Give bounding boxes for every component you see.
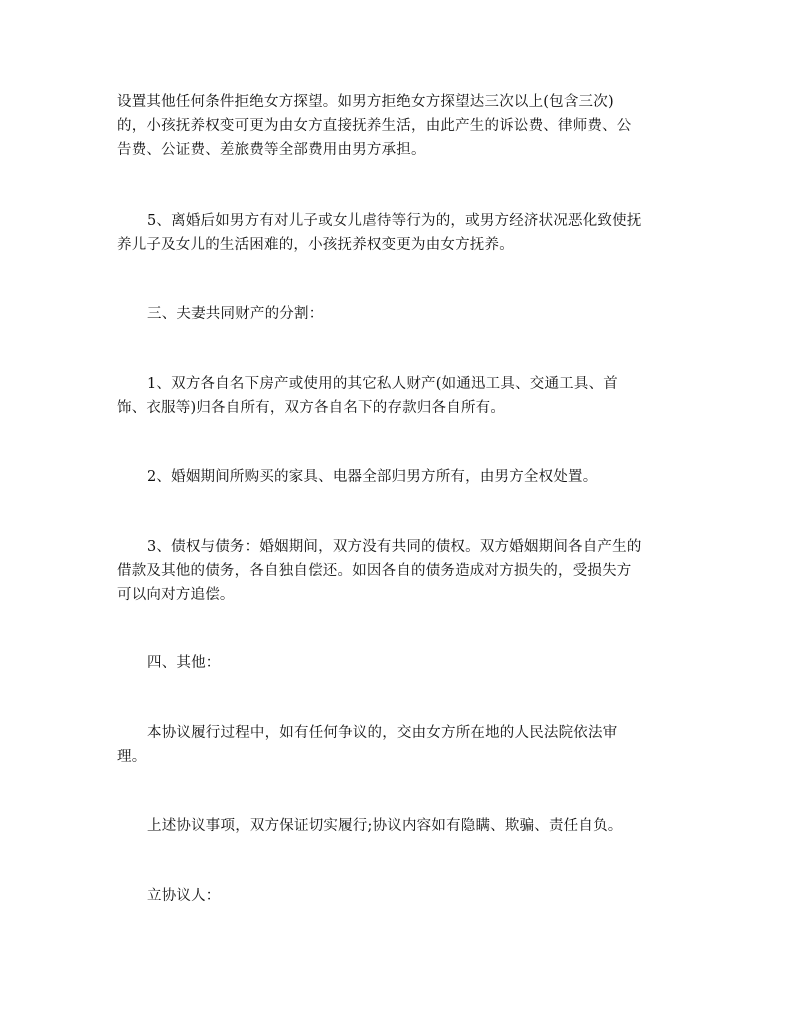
paragraph-dispute-resolution	[117, 721, 677, 769]
text-line: 理。	[117, 749, 147, 765]
paragraph-visitation-clause	[117, 90, 677, 162]
text-line: 1、双方各自名下房产或使用的其它私人财产(如通迅工具、交通工具、首	[147, 376, 618, 392]
section-heading-text: 四、其他：	[147, 655, 221, 671]
text-line: 养儿子及女儿的生活困难的，小孩抚养权变更为由女方抚养。	[117, 237, 514, 253]
text-line: 3、债权与债务：婚姻期间，双方没有共同的债权。双方婚姻期间各自产生的	[147, 539, 642, 555]
signatory-label: 立协议人：	[147, 888, 221, 904]
paragraph-performance-guarantee	[117, 814, 677, 838]
paragraph-custody-change	[117, 209, 677, 257]
text-line: 告费、公证费、差旅费等全部费用由男方承担。	[117, 142, 426, 158]
text-line: 借款及其他的债务，各自独自偿还。如因各自的债务造成对方损失的，受损失方	[117, 563, 632, 579]
text-line: 设置其他任何条件拒绝女方探望。如男方拒绝女方探望达三次以上(包含三次)	[117, 94, 614, 110]
text-line: 的，小孩抚养权变可更为由女方直接抚养生活，由此产生的诉讼费、律师费、公	[117, 118, 632, 134]
signatory-block	[117, 884, 677, 908]
text-line: 饰、衣服等)归各自所有，双方各自名下的存款归各自所有。	[117, 400, 506, 416]
text-line: 可以向对方追偿。	[117, 587, 235, 603]
section-heading-other	[117, 651, 677, 675]
text-line: 上述协议事项，双方保证切实履行;协议内容如有隐瞒、欺骗、责任自负。	[147, 818, 623, 834]
paragraph-personal-property	[117, 372, 677, 420]
section-heading-property	[117, 302, 677, 326]
text-line: 本协议履行过程中，如有任何争议的，交由女方所在地的人民法院依法审	[147, 725, 618, 741]
text-line: 2、婚姻期间所购买的家具、电器全部归男方所有，由男方全权处置。	[147, 469, 598, 485]
section-heading-text: 三、夫妻共同财产的分割：	[147, 306, 324, 322]
paragraph-debts	[117, 535, 677, 607]
text-line: 5、离婚后如男方有对儿子或女儿虐待等行为的，或男方经济状况恶化致使抚	[147, 213, 642, 229]
paragraph-furniture-appliances	[117, 465, 677, 489]
